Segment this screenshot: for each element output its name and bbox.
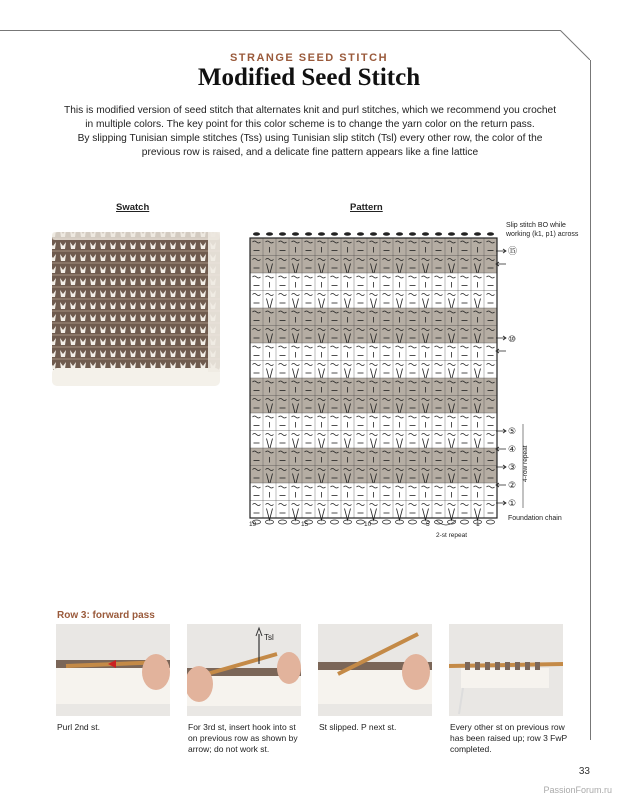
bindoff-chain-mark [331, 232, 338, 236]
bindoff-chain-mark [383, 232, 390, 236]
chart-row-band [250, 343, 497, 361]
bind-off-line-2: working (k1, p1) across [506, 231, 579, 238]
bindoff-chain-mark [409, 232, 416, 236]
row-marker-10: ⑩ [508, 335, 517, 345]
row-marker-3: ③ [508, 463, 517, 473]
row-direction-arrow [496, 483, 506, 487]
chart-row-band [250, 448, 497, 466]
step-2-photo [187, 624, 301, 716]
chart-row-band [250, 256, 497, 274]
chart-row-band [250, 238, 497, 256]
step-4-caption-line-2: has been raised up; row 3 FwP [450, 733, 568, 743]
bindoff-chain-mark [370, 232, 377, 236]
bindoff-chain-mark [422, 232, 429, 236]
watermark: PassionForum.ru [543, 785, 612, 795]
bindoff-chain-mark [305, 232, 312, 236]
chart-row-band [250, 308, 497, 326]
bindoff-chain-mark [266, 232, 273, 236]
step-3-caption-line-1: St slipped. P next st. [319, 722, 397, 732]
foundation-chain-mark [279, 520, 287, 524]
foundation-chain-mark [487, 520, 495, 524]
row-direction-arrow [496, 349, 506, 353]
intro-line-3: By slipping Tunisian simple stitches (Tss) using Tunisian slip stitch (Tsl) every other row, the color of the [77, 133, 543, 144]
chart-row-band [250, 431, 497, 449]
steps-heading: Row 3: forward pass [57, 610, 155, 621]
chart-row-band [250, 396, 497, 414]
foundation-chain-mark [331, 520, 339, 524]
foundation-chain-mark [383, 520, 391, 524]
page-number: 33 [578, 766, 590, 777]
step-3-caption [319, 722, 437, 733]
chart-row-band [250, 361, 497, 379]
step-2-caption-line-2: on previous row as shown by [188, 733, 298, 743]
section-kicker: STRANGE SEED STITCH [229, 52, 389, 64]
bindoff-chain-mark [279, 232, 286, 236]
foundation-chain-mark [409, 520, 417, 524]
bindoff-chain-mark [435, 232, 442, 236]
chart-row-band [250, 273, 497, 291]
chart-row-band [250, 413, 497, 431]
step-2-caption [188, 722, 306, 755]
step-1-caption [57, 722, 175, 733]
step-4-caption [450, 722, 568, 755]
stitch-number-10: 10 [364, 521, 372, 528]
row-marker-1: ① [508, 499, 517, 509]
bindoff-chain-mark [344, 232, 351, 236]
row-marker-2: ② [508, 481, 517, 491]
row-direction-arrow [496, 447, 506, 451]
bindoff-chain-mark [448, 232, 455, 236]
row-direction-arrow [496, 262, 506, 266]
chart-row-band [250, 466, 497, 484]
swatch-label: Swatch [116, 202, 150, 213]
chart-row-band [250, 291, 497, 309]
chart-row-band [250, 483, 497, 501]
stitch-number-5: 5 [426, 521, 430, 528]
chart-row-band [250, 378, 497, 396]
step-2-caption-line-3: arrow; do not work st. [188, 744, 270, 754]
intro-line-2: in multiple colors. The key point for this color scheme is to change the yarn color on the return pass. [85, 119, 535, 130]
bindoff-chain-mark [396, 232, 403, 236]
stitch-number-1: 1 [476, 521, 480, 528]
intro-paragraph [40, 104, 580, 160]
bindoff-chain-mark [253, 232, 260, 236]
bindoff-chain-mark [487, 232, 494, 236]
stitch-number-19: 19 [249, 521, 257, 528]
two-stitch-repeat-label: 2-st repeat [436, 532, 468, 539]
chart-grid [250, 232, 506, 524]
pattern-label: Pattern [350, 202, 383, 213]
row-marker-5: ⑤ [508, 427, 517, 437]
bindoff-chain-mark [474, 232, 481, 236]
tsl-tag: Tsl [264, 633, 274, 642]
step-2-caption-line-1: For 3rd st, insert hook into st [188, 722, 296, 732]
bindoff-chain-mark [292, 232, 299, 236]
bindoff-chain-mark [461, 232, 468, 236]
row-marker-15: ⑮ [508, 247, 518, 257]
step-4-photo [449, 624, 563, 716]
step-3-photo [318, 624, 432, 716]
top-rule [0, 30, 560, 31]
chart-row-band [250, 326, 497, 344]
chart-row-band [250, 501, 497, 519]
intro-line-1: This is modified version of seed stitch that alternates knit and purl stitches, which we recommend you crochet [63, 105, 557, 116]
step-1-photo [56, 624, 170, 716]
page-title: Modified Seed Stitch [197, 64, 421, 91]
intro-line-4: previous row is raised, and a delicate fine pattern appears like a fine lattice [141, 147, 479, 158]
foundation-chain-mark [461, 520, 469, 524]
bind-off-line-1: Slip stitch BO while [506, 222, 566, 229]
bindoff-chain-mark [318, 232, 325, 236]
step-4-caption-line-3: completed. [450, 744, 492, 754]
step-4-caption-line-1: Every other st on previous row [450, 722, 565, 732]
step-1-caption-line-1: Purl 2nd st. [57, 722, 100, 732]
foundation-chain-label: Foundation chain [508, 515, 562, 522]
stitch-number-15: 15 [301, 521, 309, 528]
row-marker-4: ④ [508, 445, 517, 455]
pattern-chart [240, 220, 600, 542]
swatch-image [48, 228, 224, 388]
four-row-repeat-label: 4-row repeat [522, 445, 529, 482]
bindoff-chain-mark [357, 232, 364, 236]
